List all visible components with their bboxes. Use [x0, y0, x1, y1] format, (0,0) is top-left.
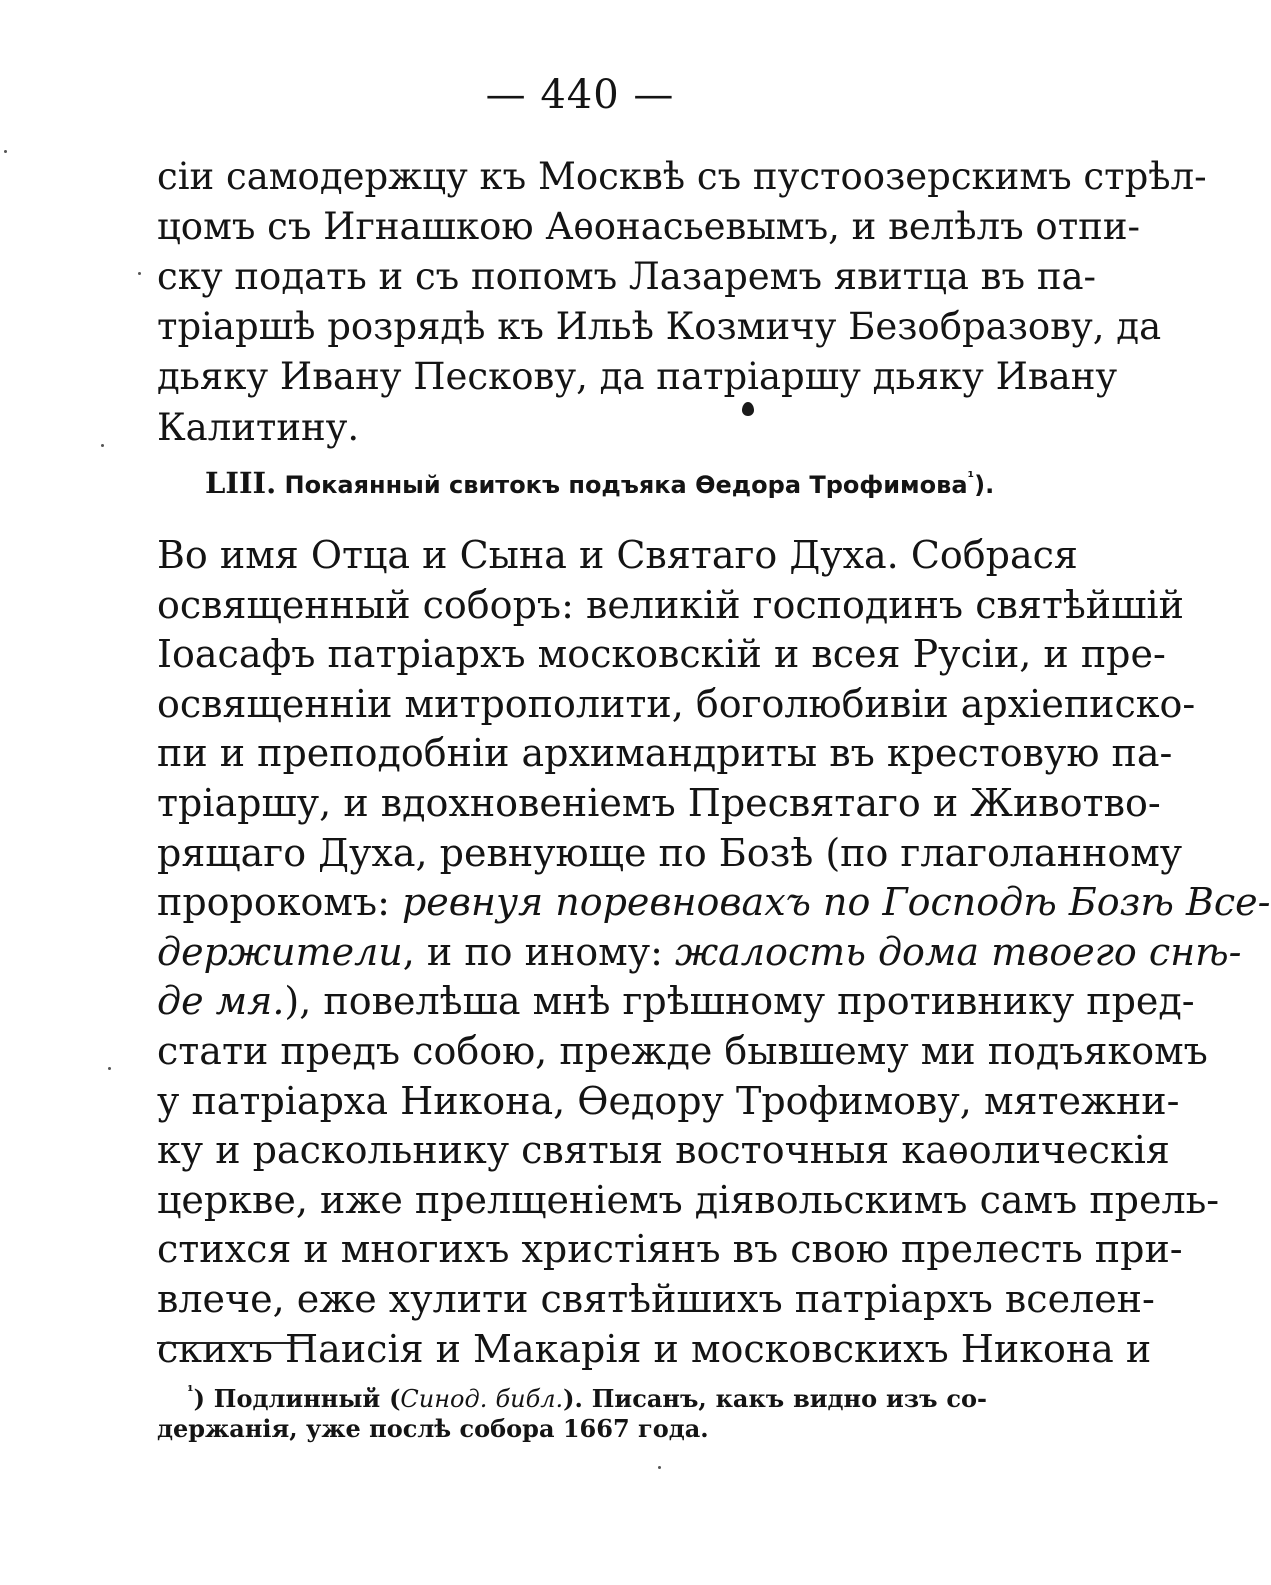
- footnote-mark: ¹: [187, 1382, 194, 1400]
- text-run: ), повелѣша мнѣ грѣшному противнику пред-: [284, 979, 1195, 1023]
- text-run: Во имя Отца и Сына и Святаго Духа. Собрася: [157, 533, 1078, 577]
- ink-blot: [742, 402, 754, 416]
- text-run: у патріарха Никона, Ѳедору Трофимову, мятежни-: [157, 1079, 1180, 1123]
- italic-quote: держители: [157, 930, 403, 974]
- text-run: ку и раскольнику святыя восточныя каѳолическія: [157, 1128, 1170, 1172]
- paper-speck: [658, 1466, 661, 1469]
- section-number: LIII.: [205, 466, 277, 500]
- text-run: пророкомъ:: [157, 880, 402, 924]
- text-run: рящаго Духа, ревнующе по Бозѣ (по глаголанному: [157, 831, 1183, 875]
- text-run: освященный соборъ: великій господинъ святѣйшій: [157, 583, 1184, 627]
- text-line: [157, 629, 1166, 679]
- text-line: тріаршѣ розрядѣ къ Ильѣ Козмичу Безобразову, да: [157, 305, 1162, 348]
- section-heading: [205, 466, 995, 500]
- text-line: [157, 877, 1271, 927]
- footnote-line: держанія, уже послѣ собора 1667 года.: [157, 1414, 709, 1443]
- paper-speck: [138, 272, 141, 275]
- footnote-reference: ¹: [967, 468, 975, 486]
- text-line: [157, 580, 1184, 630]
- text-line: [157, 1175, 1220, 1225]
- text-run: стихся и многихъ христіянъ въ свою прелесть при-: [157, 1227, 1183, 1271]
- italic-quote: жалость дома твоего снѣ-: [674, 930, 1242, 974]
- text-line: [157, 1125, 1170, 1175]
- text-line: ску подать и съ попомъ Лазаремъ явитца въ па-: [157, 255, 1097, 298]
- text-line: [157, 679, 1196, 729]
- text-run: Іоасафъ патріархъ московскій и всея Русіи, и пре-: [157, 632, 1166, 676]
- footnote-source: Синод. библ.: [400, 1385, 564, 1413]
- text-line: [157, 1224, 1183, 1274]
- footnote-text: ) Подлинный (: [193, 1384, 401, 1413]
- footnote-text: ). Писанъ, какъ видно изъ со-: [563, 1384, 987, 1413]
- text-run: пи и преподобніи архимандриты въ крестовую па-: [157, 731, 1173, 775]
- text-line: [157, 778, 1161, 828]
- text-run: , и по иному:: [402, 930, 675, 974]
- text-line: Калитину.: [157, 406, 360, 449]
- paper-speck: [101, 444, 104, 447]
- text-line: [157, 828, 1183, 878]
- text-line: сіи самодержцу къ Москвѣ съ пустоозерскимъ стрѣл-: [157, 155, 1207, 198]
- paper-speck: [4, 150, 7, 153]
- section-title: Покаянный свитокъ подъяка Ѳедора Трофимова: [284, 471, 968, 499]
- paper-speck: [108, 1067, 111, 1070]
- text-line: [157, 927, 1242, 977]
- italic-quote: де мя.: [157, 979, 285, 1023]
- text-run: стати предъ собою, прежде бывшему ми подъякомъ: [157, 1029, 1208, 1073]
- text-line: [157, 530, 1078, 580]
- text-line: [157, 1274, 1155, 1324]
- heading-closing: ).: [974, 471, 995, 499]
- text-run: тріаршу, и вдохновеніемъ Пресвятаго и Животво-: [157, 781, 1161, 825]
- text-line: [157, 728, 1173, 778]
- text-line: [157, 1324, 1152, 1374]
- text-line: дьяку Ивану Пескову, да патріаршу дьяку Ивану: [157, 355, 1118, 398]
- text-line: [157, 976, 1195, 1026]
- text-run: влече, еже хулити святѣйшихъ патріархъ вселен-: [157, 1277, 1155, 1321]
- italic-quote: ревнуя поревновахъ по Господѣ Бозѣ Все-: [401, 880, 1271, 924]
- text-run: скихъ Паисія и Макарія и московскихъ Никона и: [157, 1327, 1152, 1371]
- text-run: освященніи митрополити, боголюбивіи архіеписко-: [157, 682, 1196, 726]
- text-line: цомъ съ Игнашкою Аѳонасьевымъ, и велѣлъ отпи-: [157, 205, 1140, 248]
- page-number: — 440 —: [485, 72, 675, 118]
- footnote-separator: [157, 1342, 310, 1344]
- text-line: [157, 1076, 1180, 1126]
- text-line: [157, 1026, 1208, 1076]
- text-run: церкве, иже прелщеніемъ діявольскимъ самъ прель-: [157, 1178, 1220, 1222]
